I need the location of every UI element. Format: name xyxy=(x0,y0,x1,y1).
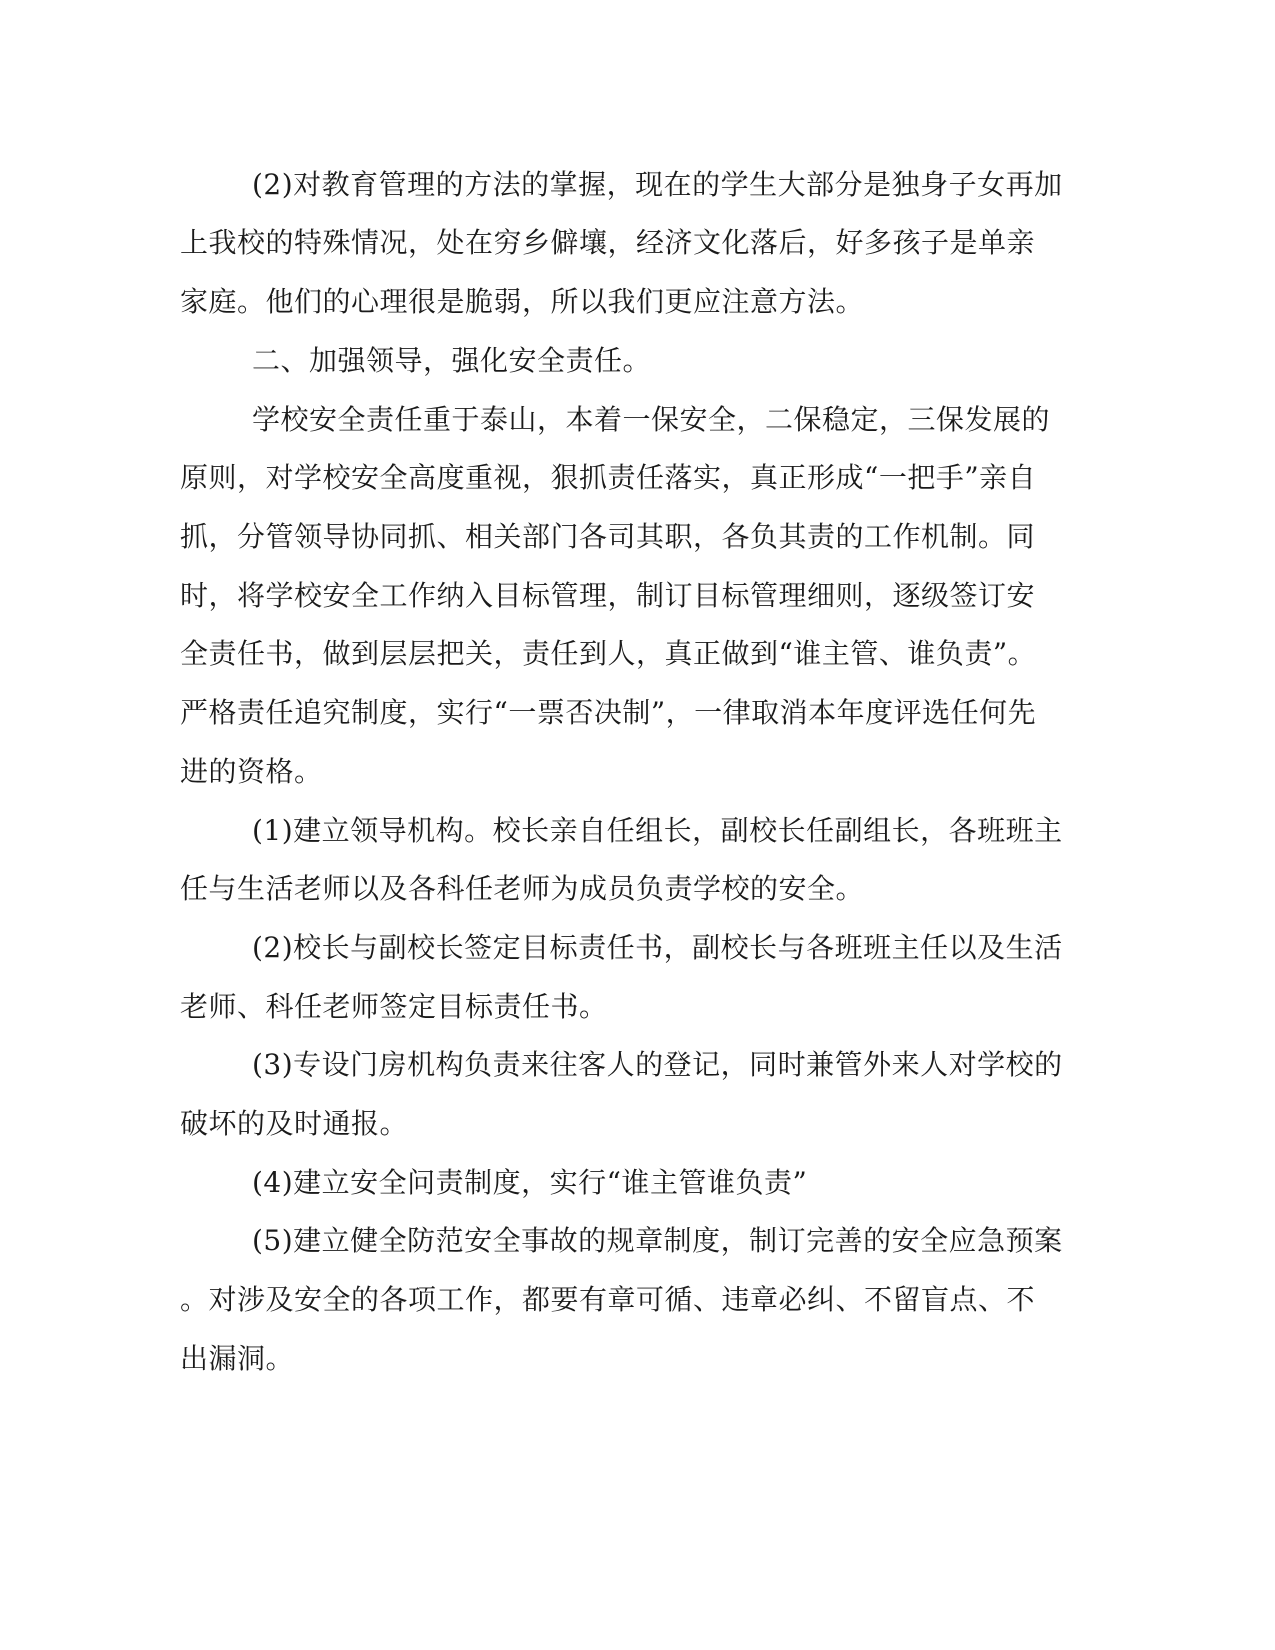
text-line: 原则，对学校安全高度重视，狠抓责任落实，真正形成“一把手”亲自 xyxy=(180,461,1037,494)
text-line: (1)建立领导机构。校长亲自任组长，副校长任副组长，各班班主 xyxy=(252,814,1063,847)
text-line: 老师、科任老师签定目标责任书。 xyxy=(180,990,608,1023)
text-line: 任与生活老师以及各科任老师为成员负责学校的安全。 xyxy=(180,872,865,905)
text-line: 。对涉及安全的各项工作，都要有章可循、违章必纠、不留盲点、不 xyxy=(180,1283,1036,1316)
text-line: 时，将学校安全工作纳入目标管理，制订目标管理细则，逐级签订安 xyxy=(180,579,1036,612)
text-line: (3)专设门房机构负责来往客人的登记，同时兼管外来人对学校的 xyxy=(252,1048,1063,1081)
text-line: 破坏的及时通报。 xyxy=(180,1107,409,1140)
text-line: (2)校长与副校长签定目标责任书，副校长与各班班主任以及生活 xyxy=(252,931,1063,964)
text-line: 全责任书，做到层层把关，责任到人，真正做到“谁主管、谁负责”。 xyxy=(180,637,1037,670)
text-line: 家庭。他们的心理很是脆弱，所以我们更应注意方法。 xyxy=(180,285,865,318)
text-line: 学校安全责任重于泰山，本着一保安全，二保稳定，三保发展的 xyxy=(252,403,1051,436)
section-heading: 二、加强领导，强化安全责任。 xyxy=(252,344,652,377)
text-line: (5)建立健全防范安全事故的规章制度，制订完善的安全应急预案 xyxy=(252,1224,1063,1257)
text-line: 进的资格。 xyxy=(180,755,323,788)
text-line: 上我校的特殊情况，处在穷乡僻壤，经济文化落后，好多孩子是单亲 xyxy=(180,226,1036,259)
text-line: (4)建立安全问责制度，实行“谁主管谁负责” xyxy=(252,1166,808,1199)
text-line: 出漏洞。 xyxy=(180,1342,295,1375)
text-line: 严格责任追究制度，实行“一票否决制”，一律取消本年度评选任何先 xyxy=(180,696,1037,729)
text-line: 抓，分管领导协同抓、相关部门各司其职，各负其责的工作机制。同 xyxy=(180,520,1036,553)
text-line: (2)对教育管理的方法的掌握，现在的学生大部分是独身子女再加 xyxy=(252,168,1063,201)
